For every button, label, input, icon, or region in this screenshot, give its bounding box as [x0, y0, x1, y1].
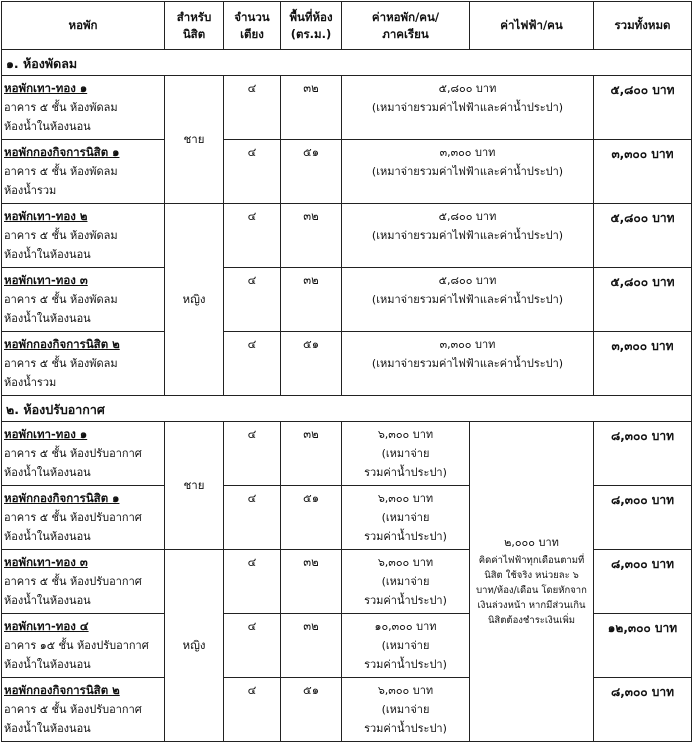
total-cell: ๘,๓๐๐ บาท [594, 486, 692, 550]
total-cell: ๕,๘๐๐ บาท [594, 268, 692, 332]
beds-cell: ๔ [224, 422, 281, 486]
beds-cell: ๔ [224, 76, 281, 140]
area-cell: ๕๑ [281, 332, 342, 396]
electricity-note: เงินล่วงหน้า หากมีส่วนเกิน [477, 600, 586, 611]
fee-cell [342, 140, 594, 204]
fee-amount: ๕,๘๐๐ บาท [438, 274, 497, 287]
electricity-cell [470, 422, 594, 742]
fee-note: รวมค่าน้ำประปา) [364, 722, 447, 735]
total-cell: ๘,๓๐๐ บาท [594, 550, 692, 614]
total-cell: ๓,๓๐๐ บาท [594, 140, 692, 204]
fee-amount: ๕,๘๐๐ บาท [438, 210, 497, 223]
header-total: รวมทั้งหมด [594, 2, 692, 50]
dorm-cell [2, 550, 165, 614]
fee-note: (เหมาจ่าย [381, 639, 430, 652]
total-cell: ๑๒,๓๐๐ บาท [594, 614, 692, 678]
fee-cell [342, 550, 470, 614]
total-cell: ๕,๘๐๐ บาท [594, 204, 692, 268]
fee-note: (เหมาจ่ายรวมค่าไฟฟ้าและค่าน้ำประปา) [371, 229, 564, 242]
dorm-desc: ห้องน้ำในห้องนอน [4, 722, 91, 735]
electricity-note: นิสิต ใช้จริง หน่วยละ ๖ [484, 570, 579, 581]
dorm-name: หอพักเทา-ทอง ๒ [4, 209, 88, 223]
beds-cell: ๔ [224, 268, 281, 332]
fee-note: (เหมาจ่ายรวมค่าไฟฟ้าและค่าน้ำประปา) [371, 293, 564, 306]
dorm-desc: อาคาร ๕ ชั้น ห้องปรับอากาศ [4, 511, 142, 524]
dorm-cell [2, 486, 165, 550]
table-row [2, 422, 692, 486]
dorm-desc: ห้องน้ำในห้องนอน [4, 312, 91, 325]
dorm-desc: อาคาร ๕ ชั้น ห้องพัดลม [4, 357, 118, 370]
header-row [2, 2, 692, 50]
total-cell: ๕,๘๐๐ บาท [594, 76, 692, 140]
fee-note: รวมค่าน้ำประปา) [364, 658, 447, 671]
beds-cell: ๔ [224, 614, 281, 678]
table-row [2, 332, 692, 396]
fee-cell [342, 422, 470, 486]
dorm-desc: ห้องน้ำรวม [4, 184, 57, 197]
beds-cell: ๔ [224, 204, 281, 268]
header-dorm: หอพัก [2, 2, 165, 50]
fee-note: รวมค่าน้ำประปา) [364, 594, 447, 607]
table-row [2, 76, 692, 140]
total-cell: ๘,๓๐๐ บาท [594, 422, 692, 486]
gender-cell-male: ชาย [165, 76, 224, 204]
beds-cell: ๔ [224, 486, 281, 550]
beds-cell: ๔ [224, 332, 281, 396]
section-row-fan [2, 50, 692, 76]
gender-cell-female: หญิง [165, 204, 224, 396]
dorm-name: หอพักกองกิจการนิสิต ๑ [4, 491, 120, 505]
electricity-amount: ๒,๐๐๐ บาท [504, 536, 559, 549]
electricity-note: บาท/ห้อง/เดือน โดยหักจาก [476, 585, 587, 596]
header-for: สำหรับ นิสิต [165, 2, 224, 50]
fee-note: (เหมาจ่าย [381, 447, 430, 460]
header-beds: จำนวน เตียง [224, 2, 281, 50]
dorm-cell [2, 678, 165, 742]
area-cell: ๓๒ [281, 614, 342, 678]
gender-cell-male: ชาย [165, 422, 224, 550]
beds-cell: ๔ [224, 678, 281, 742]
dorm-desc: อาคาร ๕ ชั้น ห้องพัดลม [4, 165, 118, 178]
dormitory-fee-table [1, 1, 692, 742]
dorm-cell [2, 140, 165, 204]
fee-note: (เหมาจ่าย [381, 575, 430, 588]
fee-note: (เหมาจ่ายรวมค่าไฟฟ้าและค่าน้ำประปา) [371, 357, 564, 370]
header-area: พื้นที่ห้อง (ตร.ม.) [281, 2, 342, 50]
dorm-cell [2, 204, 165, 268]
area-cell: ๓๒ [281, 550, 342, 614]
table-row [2, 204, 692, 268]
dorm-desc: อาคาร ๕ ชั้น ห้องปรับอากาศ [4, 447, 142, 460]
dorm-cell [2, 268, 165, 332]
dorm-desc: ห้องน้ำในห้องนอน [4, 466, 91, 479]
dorm-cell [2, 614, 165, 678]
electricity-note: นิสิตต้องชำระเงินเพิ่ม [487, 615, 576, 626]
dorm-name: หอพักกองกิจการนิสิต ๒ [4, 337, 120, 351]
header-fee: ค่าหอพัก/คน/ ภาคเรียน [342, 2, 470, 50]
fee-amount: ๓,๓๐๐ บาท [439, 146, 496, 159]
fee-cell [342, 268, 594, 332]
dorm-desc: ห้องน้ำในห้องนอน [4, 594, 91, 607]
fee-cell [342, 614, 470, 678]
fee-amount: ๓,๓๐๐ บาท [439, 338, 496, 351]
header-electricity: ค่าไฟฟ้า/คน [470, 2, 594, 50]
dorm-name: หอพักเทา-ทอง ๓ [4, 273, 88, 287]
fee-amount: ๖,๓๐๐ บาท [377, 556, 434, 569]
dorm-desc: ห้องน้ำรวม [4, 376, 57, 389]
dorm-name: หอพักกองกิจการนิสิต ๑ [4, 145, 120, 159]
dorm-name: หอพักเทา-ทอง ๓ [4, 555, 88, 569]
dorm-desc: อาคาร ๕ ชั้น ห้องพัดลม [4, 293, 118, 306]
beds-cell: ๔ [224, 140, 281, 204]
table-row [2, 140, 692, 204]
fee-note: (เหมาจ่าย [381, 703, 430, 716]
dorm-desc: อาคาร ๕ ชั้น ห้องพัดลม [4, 101, 118, 114]
fee-amount: ๕,๘๐๐ บาท [438, 82, 497, 95]
dorm-desc: อาคาร ๕ ชั้น ห้องปรับอากาศ [4, 575, 142, 588]
dorm-name: หอพักกองกิจการนิสิต ๒ [4, 683, 120, 697]
dorm-desc: ห้องน้ำในห้องนอน [4, 658, 91, 671]
dorm-cell [2, 76, 165, 140]
area-cell: ๓๒ [281, 76, 342, 140]
area-cell: ๓๒ [281, 268, 342, 332]
fee-cell [342, 332, 594, 396]
dorm-name: หอพักเทา-ทอง ๑ [4, 427, 88, 441]
section-title-air: ๒. ห้องปรับอากาศ [2, 396, 692, 422]
fee-cell [342, 486, 470, 550]
total-cell: ๓,๓๐๐ บาท [594, 332, 692, 396]
dorm-name: หอพักเทา-ทอง ๔ [4, 619, 89, 633]
fee-cell [342, 76, 594, 140]
dorm-desc: อาคาร ๑๕ ชั้น ห้องปรับอากาศ [4, 639, 149, 652]
dorm-name: หอพักเทา-ทอง ๑ [4, 81, 88, 95]
dorm-cell [2, 422, 165, 486]
fee-cell [342, 204, 594, 268]
area-cell: ๕๑ [281, 678, 342, 742]
fee-amount: ๖,๓๐๐ บาท [377, 684, 434, 697]
electricity-note: คิดค่าไฟฟ้าทุกเดือนตามที่ [478, 555, 585, 566]
fee-note: (เหมาจ่ายรวมค่าไฟฟ้าและค่าน้ำประปา) [371, 101, 564, 114]
fee-note: (เหมาจ่าย [381, 511, 430, 524]
area-cell: ๕๑ [281, 140, 342, 204]
fee-amount: ๖,๓๐๐ บาท [377, 428, 434, 441]
dorm-desc: ห้องน้ำในห้องนอน [4, 120, 91, 133]
area-cell: ๕๑ [281, 486, 342, 550]
fee-cell [342, 678, 470, 742]
fee-amount: ๑๐,๓๐๐ บาท [374, 620, 437, 633]
fee-note: (เหมาจ่ายรวมค่าไฟฟ้าและค่าน้ำประปา) [371, 165, 564, 178]
dorm-desc: อาคาร ๕ ชั้น ห้องปรับอากาศ [4, 703, 142, 716]
fee-note: รวมค่าน้ำประปา) [364, 466, 447, 479]
dorm-desc: ห้องน้ำในห้องนอน [4, 530, 91, 543]
fee-note: รวมค่าน้ำประปา) [364, 530, 447, 543]
dorm-desc: ห้องน้ำในห้องนอน [4, 248, 91, 261]
beds-cell: ๔ [224, 550, 281, 614]
table-row [2, 268, 692, 332]
dorm-desc: อาคาร ๕ ชั้น ห้องพัดลม [4, 229, 118, 242]
total-cell: ๘,๓๐๐ บาท [594, 678, 692, 742]
fee-amount: ๖,๓๐๐ บาท [377, 492, 434, 505]
gender-cell-female: หญิง [165, 550, 224, 742]
section-row-air [2, 396, 692, 422]
area-cell: ๓๒ [281, 204, 342, 268]
dorm-cell [2, 332, 165, 396]
area-cell: ๓๒ [281, 422, 342, 486]
section-title-fan: ๑. ห้องพัดลม [2, 50, 692, 76]
